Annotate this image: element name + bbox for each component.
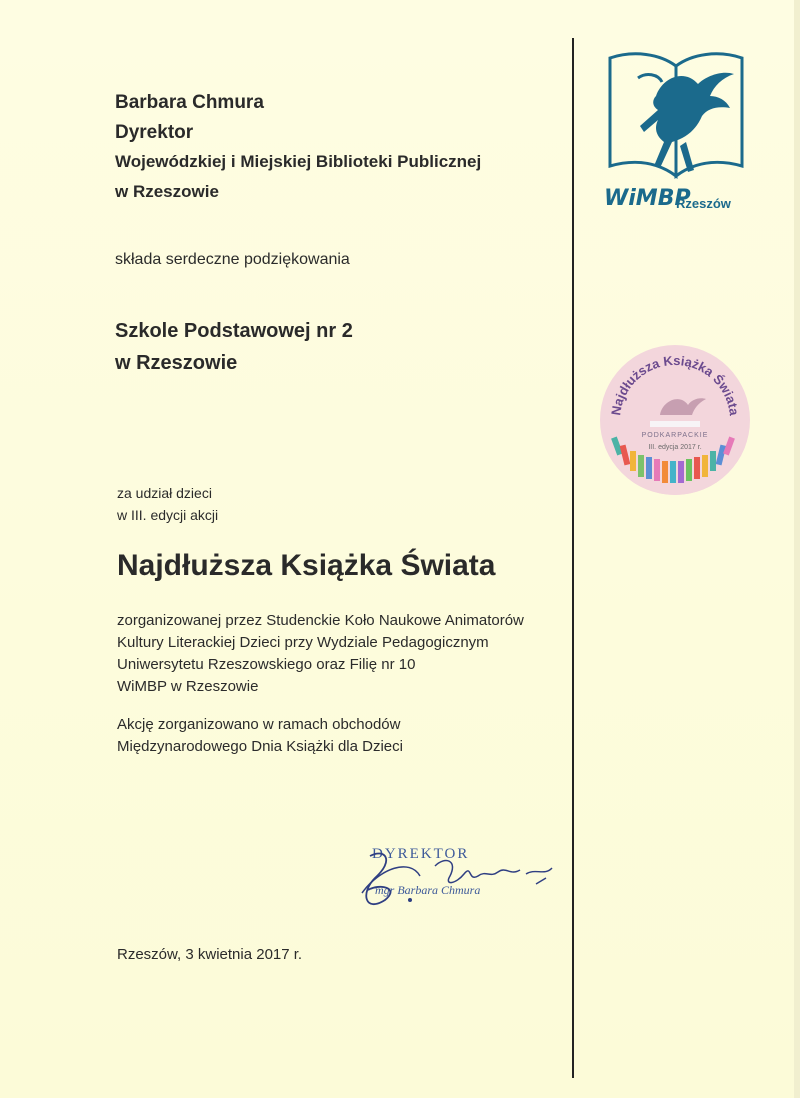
event-title: Najdłuższa Książka Świata [117, 549, 496, 582]
institution-city: w Rzeszowie [115, 182, 219, 201]
organizers-line-1: zorganizowanej przez Studenckie Koło Naukowe Animatorów [117, 612, 524, 629]
director-role: Dyrektor [115, 122, 194, 143]
occasion-line-2: Międzynarodowego Dnia Książki dla Dzieci [117, 738, 403, 755]
thanks-line: składa serdeczne podziękowania [115, 251, 350, 268]
institution-name: Wojewódzkiej i Miejskiej Biblioteki Publicznej [115, 152, 482, 171]
badge-title: Najdłuższa Książka Świata [608, 352, 742, 417]
organizers-line-3: Uniwersytetu Rzeszowskiego oraz Filię nr 10 [117, 656, 416, 673]
badge-region: PODKARPACKIE [641, 432, 709, 439]
recipient-line-2: w Rzeszowie [115, 352, 238, 374]
vertical-divider [572, 38, 574, 1078]
reason-line-1: za udział dzieci [117, 485, 212, 501]
stamp-name: mgr Barbara Chmura [375, 883, 481, 897]
badge-edition: III. edycja 2017 r. [648, 444, 702, 451]
place-date: Rzeszów, 3 kwietnia 2017 r. [117, 946, 303, 963]
badge-arc-text [600, 345, 750, 495]
occasion-line-1: Akcję zorganizowano w ramach obchodów [117, 716, 401, 733]
logo-text: WiMBP [604, 186, 691, 211]
stamp-title: DYREKTOR [372, 846, 470, 862]
reason-line-2: w III. edycji akcji [117, 507, 219, 523]
paper-edge [794, 0, 800, 1098]
logo-city: Rzeszów [676, 196, 731, 211]
recipient-line-1: Szkole Podstawowej nr 2 [115, 320, 353, 342]
svg-text:Najdłuższa Książka Świata [608, 353, 742, 417]
organizers-line-2: Kultury Literackiej Dzieci przy Wydziale Pedagogicznym [117, 634, 489, 651]
signature [340, 838, 570, 928]
organizers-line-4: WiMBP w Rzeszowie [117, 678, 259, 695]
director-name: Barbara Chmura [115, 92, 264, 113]
